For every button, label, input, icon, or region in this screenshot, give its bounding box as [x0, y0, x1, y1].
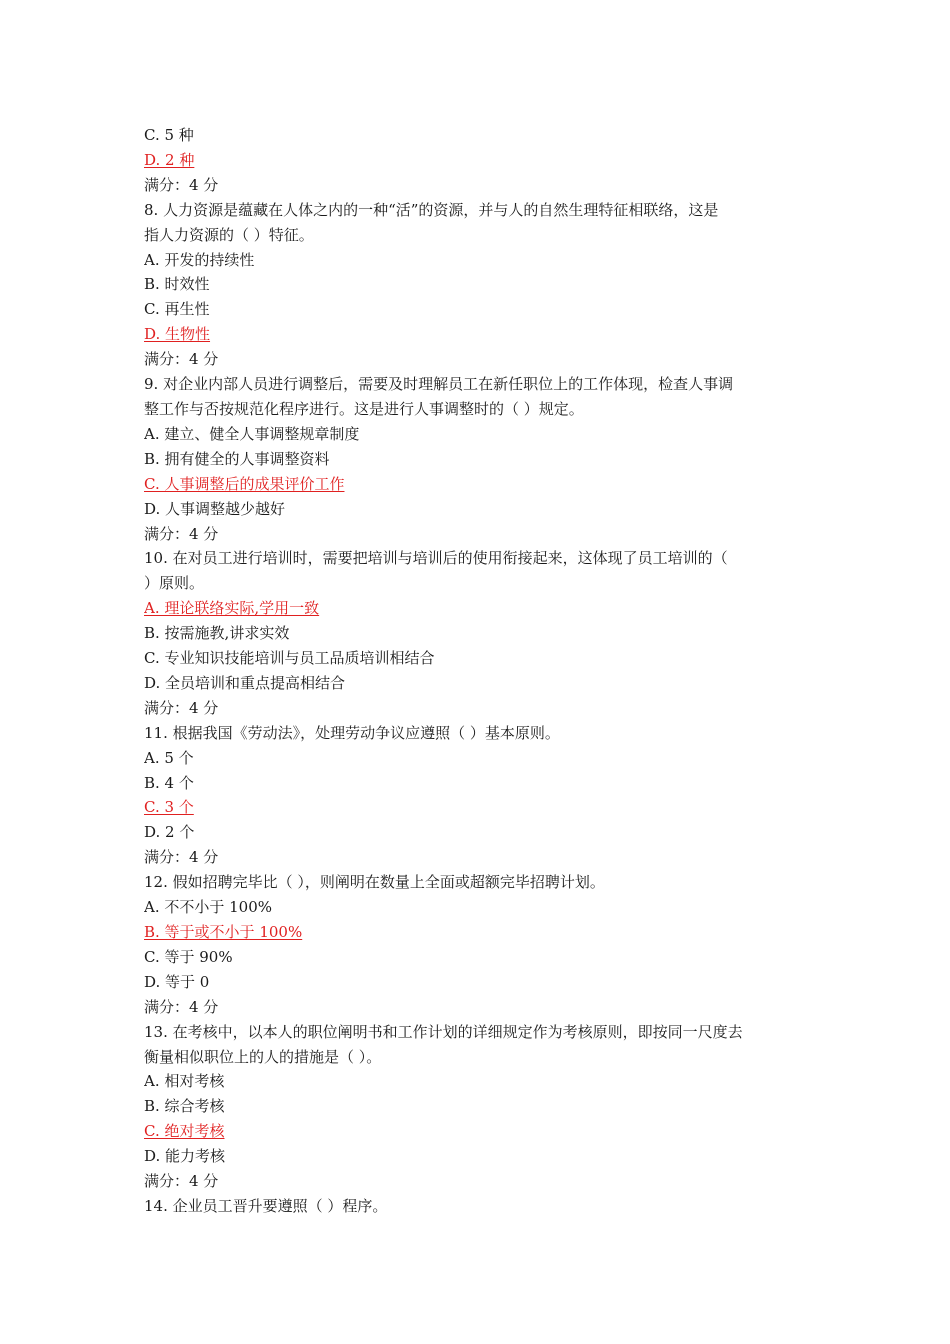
question-9-option-b: B. 拥有健全的人事调整资料: [144, 449, 330, 468]
question-11-option-a: A. 5 个: [144, 748, 194, 767]
question-8-option-b: B. 时效性: [144, 275, 210, 294]
question-8-line-2: 指人力资源的（ ）特征。: [144, 225, 314, 244]
question-10-score: 满分：4 分: [144, 698, 219, 717]
question-11-option-b: B. 4 个: [144, 773, 194, 792]
option-c: C. 5 种: [144, 126, 194, 144]
question-13-option-b: B. 综合考核: [144, 1097, 225, 1116]
correct-option-d: D. 2 种: [144, 150, 195, 169]
question-10-option-d: D. 全员培训和重点提高相结合: [144, 673, 346, 692]
question-12-correct-option-b: B. 等于或不小于 100%: [144, 923, 303, 941]
question-10-line-2: ）原则。: [144, 574, 205, 593]
question-9-line-1: 9. 对企业内部人员进行调整后，需要及时理解员工在新任职位上的工作体现，检查人事调: [144, 375, 734, 394]
question-12-option-a: A. 不不小于 100%: [144, 898, 273, 917]
question-8-correct-option-d: D. 生物性: [144, 325, 211, 344]
question-9-correct-option-c: C. 人事调整后的成果评价工作: [144, 474, 345, 493]
question-13-option-a: A. 相对考核: [144, 1072, 225, 1091]
document-page: [144, 123, 808, 1219]
question-12-text: 12. 假如招聘完毕比（ ），则阐明在数量上全面或超额完毕招聘计划。: [144, 873, 605, 892]
score-line: 满分：4 分: [144, 175, 219, 194]
question-9-line-2: 整工作与否按规范化程序进行。这是进行人事调整时的（ ）规定。: [144, 399, 584, 418]
question-13-correct-option-c: C. 绝对考核: [144, 1122, 225, 1141]
question-11-option-d: D. 2 个: [144, 823, 195, 842]
question-8-score: 满分：4 分: [144, 350, 219, 369]
question-11-correct-option-c: C. 3 个: [144, 798, 194, 817]
question-10-line-1: 10. 在对员工进行培训时，需要把培训与培训后的使用衔接起来，这体现了员工培训的（: [144, 549, 728, 568]
question-12-option-c: C. 等于 90%: [144, 947, 233, 966]
question-12-option-d: D. 等于 0: [144, 972, 210, 991]
question-11-text: 11. 根据我国《劳动法》，处理劳动争议应遵照（ ）基本原则。: [144, 723, 560, 742]
question-11-score: 满分：4 分: [144, 848, 219, 867]
question-13-line-1: 13. 在考核中，以本人的职位阐明书和工作计划的详细规定作为考核原则，即按同一尺度去: [144, 1022, 743, 1041]
question-9-option-a: A. 建立、健全人事调整规章制度: [144, 424, 360, 443]
question-8-option-c: C. 再生性: [144, 300, 210, 319]
question-9-score: 满分：4 分: [144, 524, 219, 543]
question-14-text: 14. 企业员工晋升要遵照（ ）程序。: [144, 1196, 388, 1215]
question-13-option-d: D. 能力考核: [144, 1147, 226, 1166]
question-13-line-2: 衡量相似职位上的人的措施是（ ）。: [144, 1047, 382, 1066]
question-9-option-d: D. 人事调整越少越好: [144, 499, 286, 518]
question-10-option-c: C. 专业知识技能培训与员工品质培训相结合: [144, 649, 435, 668]
question-12-score: 满分：4 分: [144, 997, 219, 1016]
question-10-option-b: B. 按需施教,讲求实效: [144, 624, 290, 643]
question-8-line-1: 8. 人力资源是蕴藏在人体之内的一种“活”的资源，并与人的自然生理特征相联络，这是: [144, 200, 719, 219]
question-13-score: 满分：4 分: [144, 1172, 219, 1191]
question-8-option-a: A. 开发的持续性: [144, 250, 255, 269]
question-10-correct-option-a: A. 理论联络实际,学用一致: [144, 599, 320, 618]
